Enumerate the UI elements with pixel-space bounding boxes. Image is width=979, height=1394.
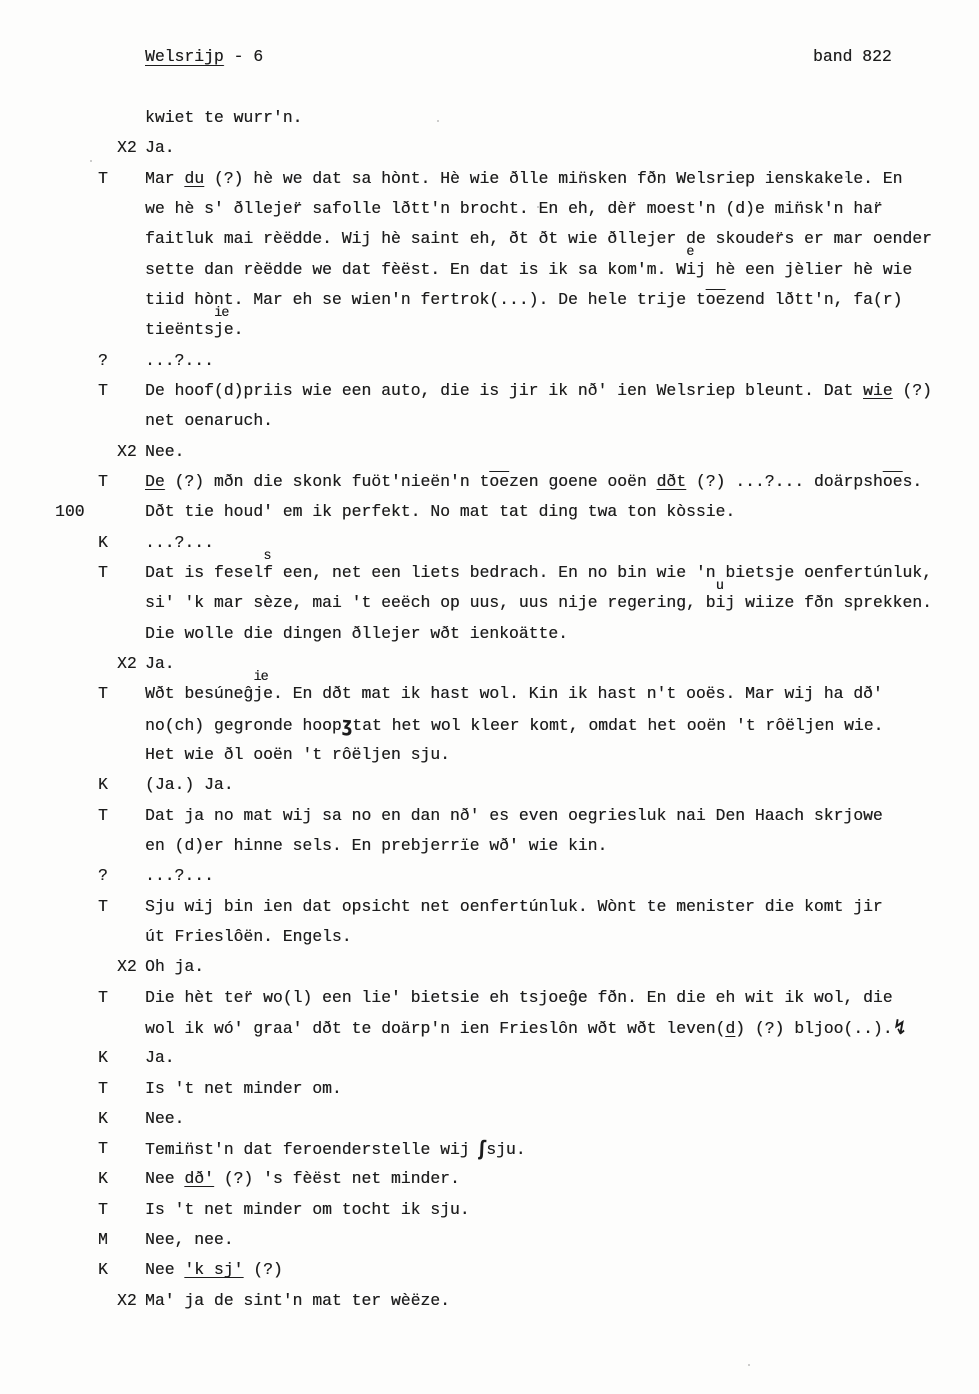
transcript-line: [0, 1195, 979, 1225]
line-text: Het wie ðl ooën 't rôëljen sju.: [145, 744, 450, 764]
line-text: (Ja.) Ja.: [145, 775, 234, 795]
line-text: Wðt besúneĝ ie je. En dðt mat ik hast wol. Kin ik hast n't ooës. Mar wij ha dð': [145, 679, 883, 709]
line-text: sette dan rèëdde we dat fèëst. En dat is ik sa kom'm. W e ij hè een jèlier hè wie: [145, 255, 912, 285]
speaker-label: T: [98, 562, 108, 582]
underlined-word: wie: [863, 380, 893, 400]
transcript-line: [0, 467, 979, 497]
line-text: tieënts ie je.: [145, 315, 243, 345]
transcript-line: [0, 619, 979, 649]
line-text: Temin̈st'n dat feroenderstelle wij ʃsju.: [145, 1134, 526, 1165]
line-text: Dat ja no mat wij sa no en dan nð' es even oegriesluk nai Den Haach skrjowe: [145, 805, 883, 825]
speaker-label: K: [98, 532, 108, 552]
transcript-line: [0, 224, 979, 254]
handwritten-mark: ʃ: [478, 1136, 487, 1161]
speaker-label: T: [98, 1139, 108, 1159]
line-text: net oenaruch.: [145, 411, 273, 431]
line-text: we hè s' ðllejer̈ safolle lðtt'n brocht. En eh, dèr̈ moest'n (d)e min̈sk'n har̈: [145, 198, 883, 218]
line-text: Is 't net minder om tocht ik sju.: [145, 1199, 470, 1219]
speaker-label: K: [98, 775, 108, 795]
line-text: De hoof(d)priis wie een auto, die is jir ik nð' ien Welsriep bleunt. Dat wie (?): [145, 380, 932, 400]
speaker-label: T: [98, 1078, 108, 1098]
transcript-line: [0, 952, 979, 982]
transcript-line: [0, 710, 979, 740]
line-text: wol ik wó' graa' dðt te doärp'n ien Frieslôn wðt wðt leven(d) (?) bljoo(..).↯: [145, 1013, 906, 1044]
macron-word: $\overline{oe}$: [489, 471, 509, 491]
transcript-line: [0, 376, 979, 406]
line-text: Mar du (?) hè we dat sa hònt. Hè wie ðlle min̈sken fðn Welsriep ienskakele. En: [145, 168, 903, 188]
underlined-word: dð': [184, 1169, 214, 1189]
line-text: Die hèt ter̈ wo(l) een lie' bietsie eh tsjoeĝe fðn. En die eh wit ik wol, die: [145, 987, 893, 1007]
transcript-line: [0, 861, 979, 891]
transcript-line: [0, 1225, 979, 1255]
transcript-line: [0, 406, 979, 436]
transcript-line: [0, 1074, 979, 1104]
band-number: band 822: [813, 47, 892, 66]
underlined-word: d: [725, 1018, 736, 1038]
speaker-label: T: [98, 380, 108, 400]
transcript-line: [0, 245, 979, 285]
line-text: si' 'k mar sèze, mai 't eeëch op uus, uus nije regering, b u ij wiize fðn sprekken.: [145, 588, 932, 618]
transcript-line: [0, 497, 979, 527]
transcript-line: [0, 346, 979, 376]
speaker-label: X2: [117, 1290, 137, 1310]
transcript-line: [0, 740, 979, 770]
speaker-label: ?: [98, 350, 108, 370]
line-text: no(ch) gegronde hoopʒtat het wol kleer komt, omdat het ooën 't rôëljen wie.: [145, 710, 883, 741]
transcript-line: [0, 669, 979, 709]
transcript-line: [0, 103, 979, 133]
line-text: Ma' ja de sint'n mat ter wèëze.: [145, 1290, 450, 1310]
superscript-correction: s f: [263, 548, 273, 582]
speaker-label: ?: [98, 866, 108, 886]
page-title-number: - 6: [223, 47, 264, 66]
transcript-line: [0, 831, 979, 861]
underlined-word: dðt: [656, 471, 687, 491]
transcript-line: [0, 548, 979, 588]
line-text: kwiet te wurr'n.: [145, 108, 303, 127]
speaker-label: T: [98, 987, 108, 1007]
transcript-line: [0, 285, 979, 315]
speaker-label: K: [98, 1260, 108, 1280]
speaker-label: X2: [117, 957, 137, 977]
speaker-label: X2: [117, 441, 137, 461]
transcript-line: [0, 437, 979, 467]
margin-line-number: 100: [55, 502, 85, 522]
line-text: Sju wij bin ien dat opsicht net oenfertúnluk. Wònt te menister die komt jir: [145, 896, 883, 916]
superscript-correction: ie je: [253, 669, 273, 704]
transcript-line: [0, 1043, 979, 1073]
transcript-line: [0, 892, 979, 922]
transcript-line: [0, 133, 979, 163]
speaker-label: T: [98, 805, 108, 825]
transcript-line: [0, 1013, 979, 1043]
transcript-line: [0, 1164, 979, 1194]
speaker-label: K: [98, 1169, 108, 1189]
transcript-body: [0, 103, 979, 1316]
speaker-label: M: [98, 1230, 108, 1250]
line-text: faitluk mai rèëdde. Wij hè saint eh, ðt ðt wie ðllejer de skouder̈s er mar oender: [145, 229, 932, 249]
line-text: Dat is fesel s f een, net een liets bedrach. En no bin wie 'n bietsje oenfertúnluk,: [145, 558, 932, 588]
line-text: Is 't net minder om.: [145, 1078, 342, 1098]
transcript-line: [0, 770, 979, 800]
transcript-line: [0, 528, 979, 558]
speaker-label: T: [98, 471, 108, 491]
handwritten-mark: ʒ: [341, 711, 353, 737]
transcript-line: [0, 649, 979, 679]
line-text: út Frieslôën. Engels.: [145, 926, 352, 946]
speaker-label: T: [98, 684, 108, 704]
line-text: Nee, nee.: [145, 1230, 234, 1250]
speaker-label: K: [98, 1108, 108, 1128]
transcript-line: [0, 801, 979, 831]
macron-word: $\overline{oe}$: [882, 471, 903, 491]
underlined-word: 'k sj': [184, 1260, 244, 1280]
line-text: ...?...: [145, 350, 214, 370]
superscript-correction: ie je: [213, 305, 234, 340]
macron-word: $\overline{oe}$: [705, 289, 726, 309]
superscript-correction: e i: [685, 245, 696, 279]
transcript-line: [0, 194, 979, 224]
page-title: [145, 47, 263, 66]
speaker-label: T: [98, 168, 108, 188]
transcript-line: [0, 1286, 979, 1316]
line-text: Nee.: [145, 1108, 185, 1128]
underlined-word: du: [184, 168, 205, 188]
line-text: Nee.: [145, 441, 185, 461]
line-text: Ja.: [145, 653, 175, 673]
superscript-correction: u i: [715, 578, 726, 613]
line-text: Ja.: [145, 138, 175, 158]
line-text: Oh ja.: [145, 957, 205, 977]
line-text: De (?) mðn die skonk fuöt'nieën'n $t\overline{oe}zen$ goene ooën dðt (?) ...?... $doärpsh\overline{oe}s$.: [145, 471, 923, 491]
transcript-line: [0, 578, 979, 618]
page-title-location: Welsrijp: [145, 47, 224, 66]
line-text: ...?...: [145, 532, 214, 552]
line-text: Die wolle die dingen ðllejer wðt ienkoätte.: [145, 623, 568, 643]
speaker-label: K: [98, 1048, 108, 1068]
speaker-label: T: [98, 1199, 108, 1219]
transcript-line: [0, 164, 979, 194]
transcript-line: [0, 1255, 979, 1285]
underlined-word: De: [145, 471, 165, 491]
speaker-label: X2: [117, 138, 137, 158]
line-text: Nee 'k sj' (?): [145, 1260, 283, 1280]
speaker-label: X2: [117, 653, 137, 673]
transcript-line: [0, 983, 979, 1013]
line-text: Ja.: [145, 1048, 175, 1068]
line-text: tiid hònt. Mar eh se wien'n fertrok(...). De hele trije $t\overline{oe}zend$ lðtt'n, fa(r): [145, 289, 903, 309]
scan-speck: [748, 1364, 750, 1366]
speaker-label: T: [98, 896, 108, 916]
line-text: en (d)er hinne sels. En prebjerrïe wð' wie kin.: [145, 835, 608, 855]
transcript-line: [0, 922, 979, 952]
transcript-line: [0, 1134, 979, 1164]
line-text: Nee dð' (?) 's fèëst net minder.: [145, 1169, 460, 1189]
line-text: ...?...: [145, 866, 214, 886]
transcript-line: [0, 305, 979, 345]
line-text: Dðt tie houd' em ik perfekt. No mat tat ding twa ton kòssie.: [145, 502, 736, 522]
handwritten-mark: ↯: [892, 1014, 907, 1040]
transcript-line: [0, 1104, 979, 1134]
